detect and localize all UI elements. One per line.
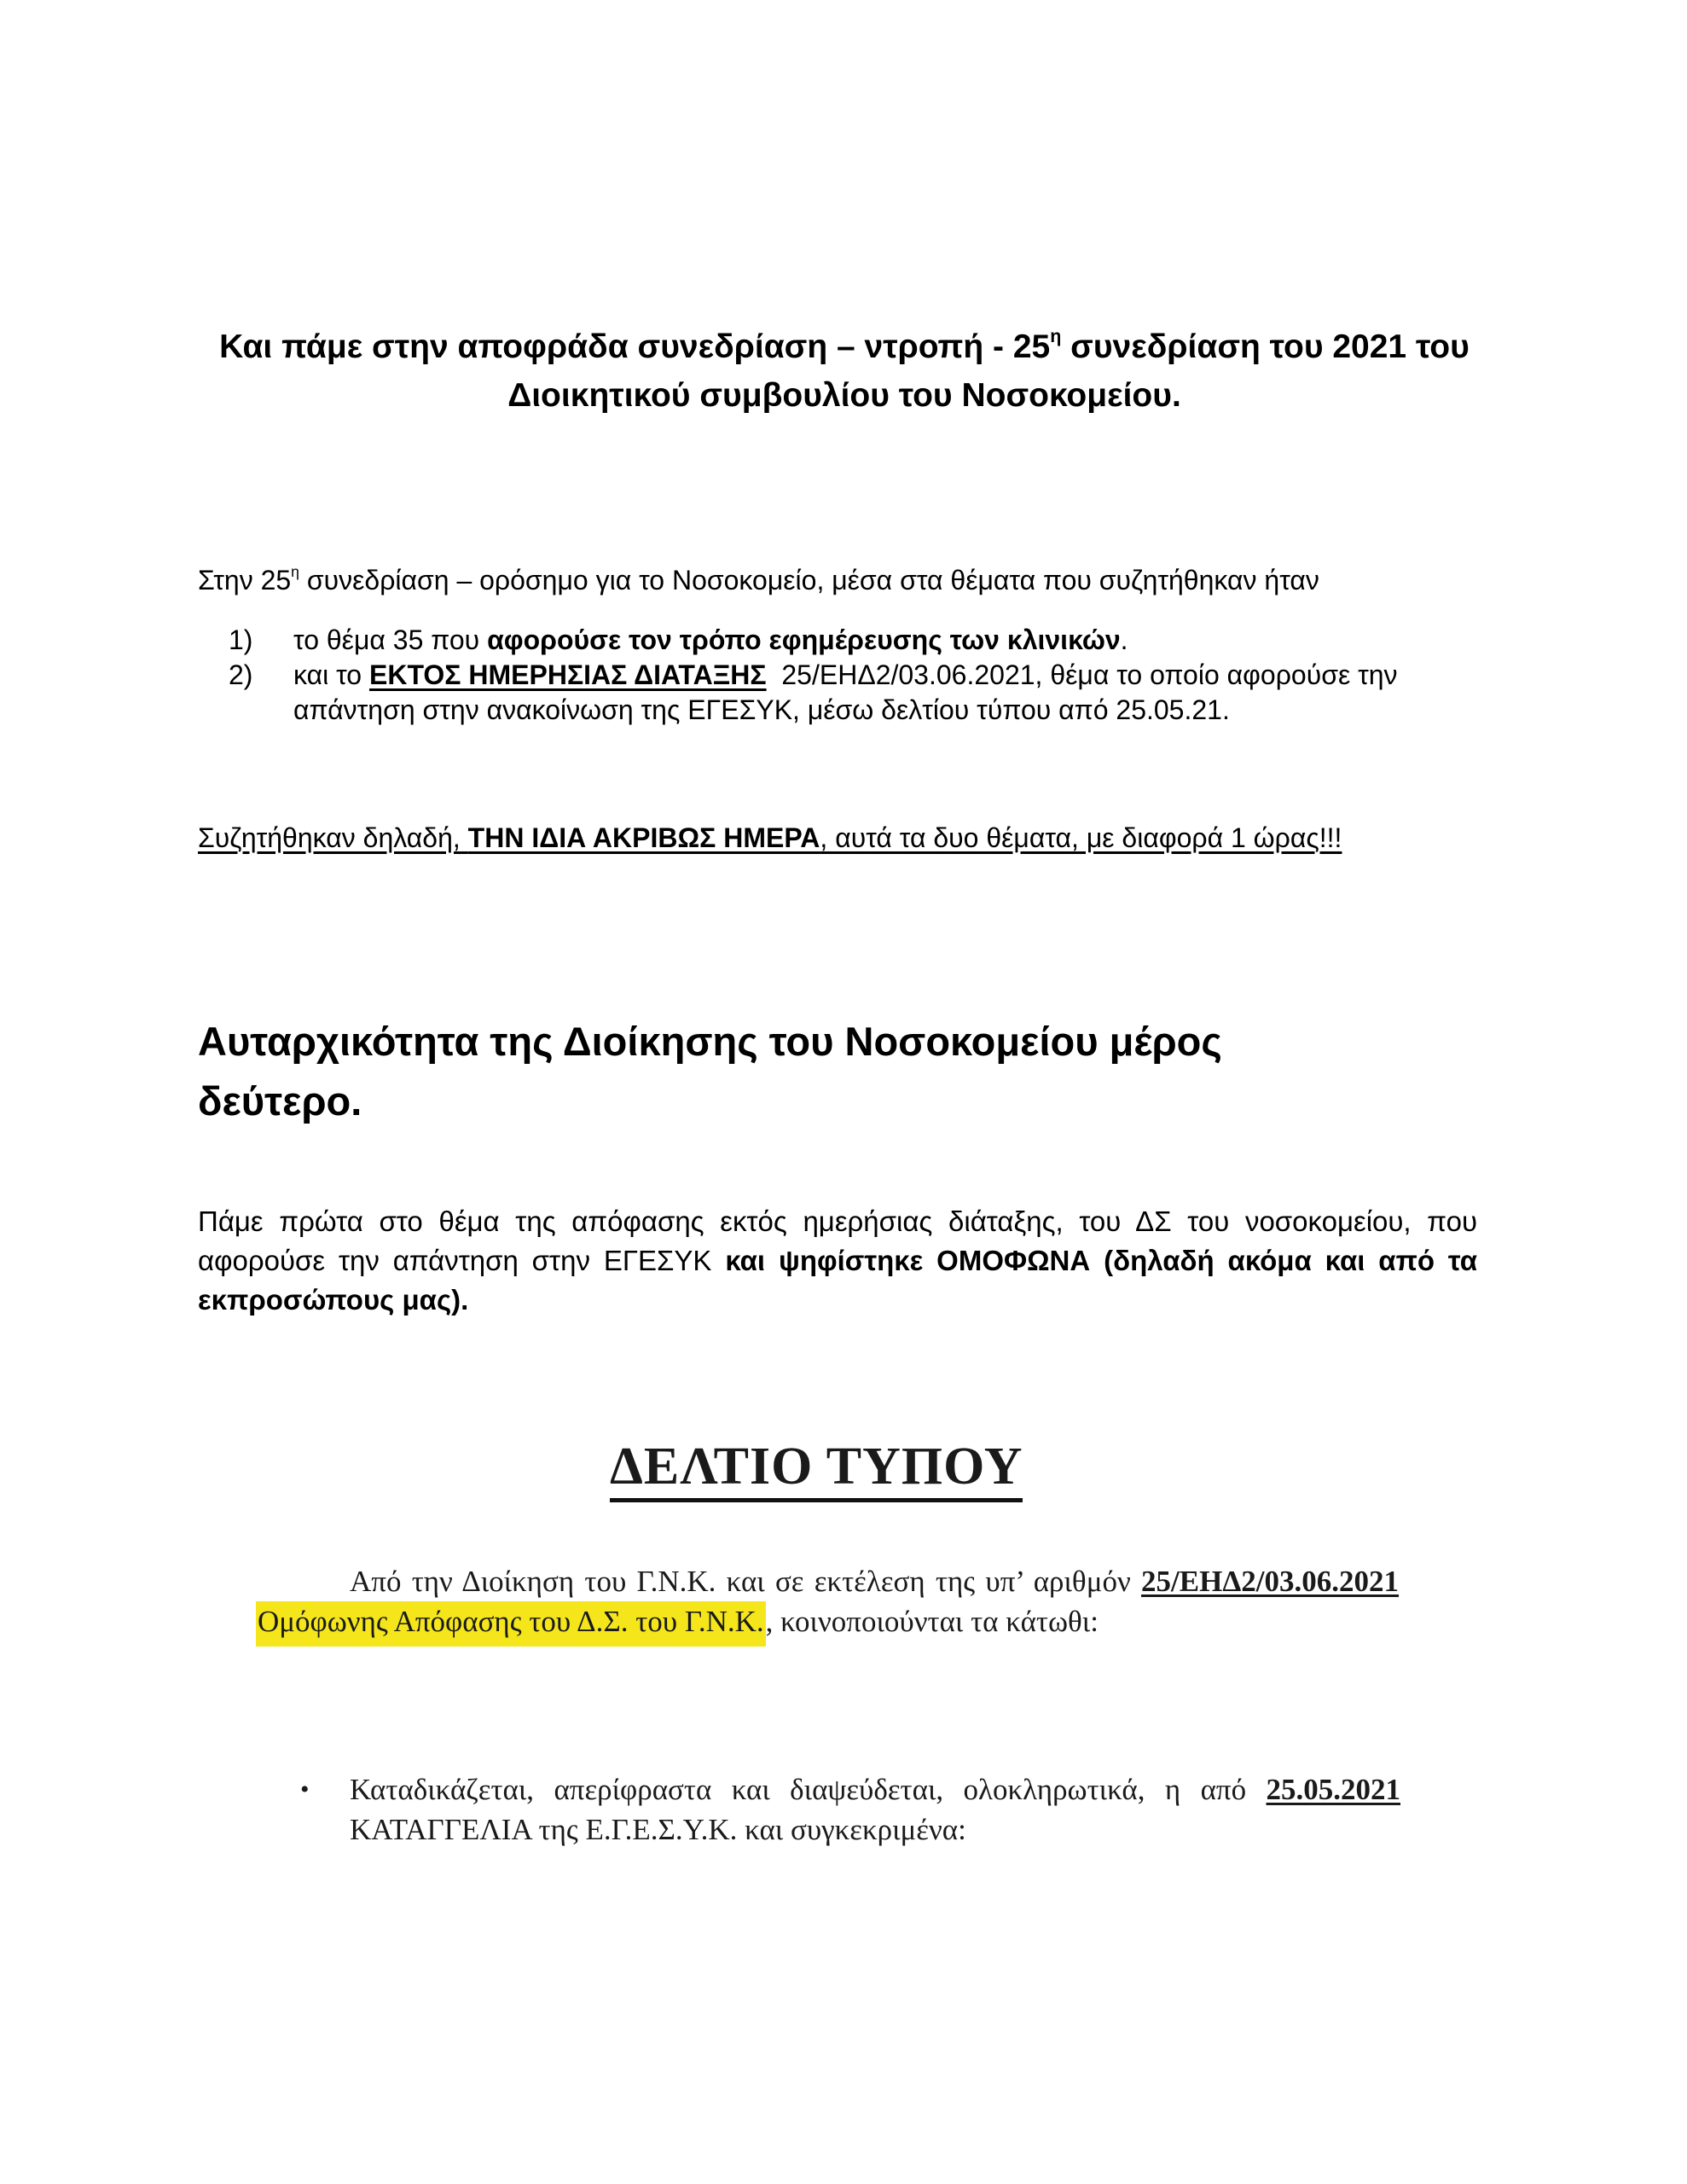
- list-text: [293, 658, 1491, 728]
- section-plain-text: Πάμε πρώτα στο θέμα της απόφασης εκτός ημερήσιας διάταξης, του ΔΣ του νοσοκομείου, που αφορούσε την απάντηση στην ΕΓΕΣΥΚ: [198, 1205, 1477, 1276]
- list-plain-text: .: [1120, 624, 1128, 655]
- list-number: 1): [229, 624, 253, 655]
- press-release-image: [247, 1408, 1441, 1885]
- press-release-bullet: [300, 1769, 1400, 1850]
- list-bold-text: αφορούσε τον τρόπο εφημέρευσης των κλινικών: [487, 624, 1121, 655]
- section-heading: Αυταρχικότητα της Διοίκησης του Νοσοκομείου μέρος δεύτερο.: [198, 1019, 1222, 1124]
- summary-text-cont: , αυτά τα δυο θέματα, με διαφορά 1 ώρας!!!: [820, 822, 1342, 853]
- intro-text-cont: συνεδρίαση – ορόσημο για το Νοσοκομείο, μέσα στα θέματα που συζητήθηκαν ήταν: [299, 565, 1319, 595]
- press-text: Από την Διοίκηση του Γ.Ν.Κ. και σε εκτέλεση της υπ’ αριθμόν: [350, 1565, 1142, 1598]
- list-item: [229, 658, 1491, 728]
- bullet-text: [350, 1769, 1400, 1850]
- bullet-plain-text: Καταδικάζεται, απερίφραστα και διαψεύδεται, ολοκληρωτικά, η από: [350, 1773, 1267, 1806]
- summary-text: Συζητήθηκαν δηλαδή,: [198, 822, 468, 853]
- intro-paragraph: [198, 563, 1319, 597]
- list-plain-text: το θέμα 35 που: [293, 624, 488, 655]
- title-superscript: η: [1050, 325, 1062, 346]
- list-item: [229, 623, 1491, 658]
- summary-bold-text: ΤΗΝ ΙΔΙΑ ΑΚΡΙΒΩΣ ΗΜΕΡΑ: [467, 822, 820, 853]
- title-text-cont: συνεδρίαση του 2021 του Διοικητικού συμβουλίου του Νοσοκομείου.: [507, 328, 1470, 414]
- bullet-icon: •: [300, 1775, 310, 1804]
- summary-line: [198, 821, 1342, 855]
- topics-list: [229, 623, 1491, 728]
- intro-text: Στην 25: [198, 565, 292, 595]
- press-release-paragraph: [256, 1561, 1399, 1641]
- list-plain-text: και το: [293, 659, 369, 690]
- list-text: [293, 623, 1491, 658]
- bullet-plain-text-cont: ΚΑΤΑΓΓΕΛΙΑ της Ε.Γ.Ε.Σ.Υ.Κ. και συγκεκριμένα:: [350, 1813, 966, 1846]
- list-number: 2): [229, 659, 253, 690]
- list-plain-text: 25/ΕΗΔ2/03.06.2021, θέμα το οποίο αφορούσε την απάντηση στην ανακοίνωση της ΕΓΕΣΥΚ, μέσω δελτίου τύπου από 25.05.21.: [293, 659, 1406, 725]
- section-paragraph: [198, 1202, 1477, 1320]
- press-text-cont: , κοινοποιούνται τα κάτωθι:: [765, 1605, 1099, 1638]
- list-bold-underlined-text: ΕΚΤΟΣ ΗΜΕΡΗΣΙΑΣ ΔΙΑΤΑΞΗΣ: [368, 659, 767, 690]
- bullet-date: 25.05.2021: [1266, 1773, 1400, 1806]
- decision-reference: 25/ΕΗΔ2/03.06.2021: [1141, 1565, 1399, 1598]
- section-bold-text: και ψηφίστηκε ΟΜΟΦΩΝΑ (δηλαδή ακόμα και από τα εκπροσώπους μας).: [198, 1245, 1477, 1316]
- highlighted-text: Ομόφωνης Απόφασης του Δ.Σ. του Γ.Ν.Κ.: [256, 1601, 766, 1647]
- document-title: [196, 322, 1493, 420]
- title-text: Και πάμε στην αποφράδα συνεδρίαση – ντροπή - 25: [219, 328, 1051, 365]
- press-release-title: ΔΕΛΤΙΟ ΤΥΠΟΥ: [610, 1437, 1023, 1502]
- intro-superscript: η: [291, 563, 299, 581]
